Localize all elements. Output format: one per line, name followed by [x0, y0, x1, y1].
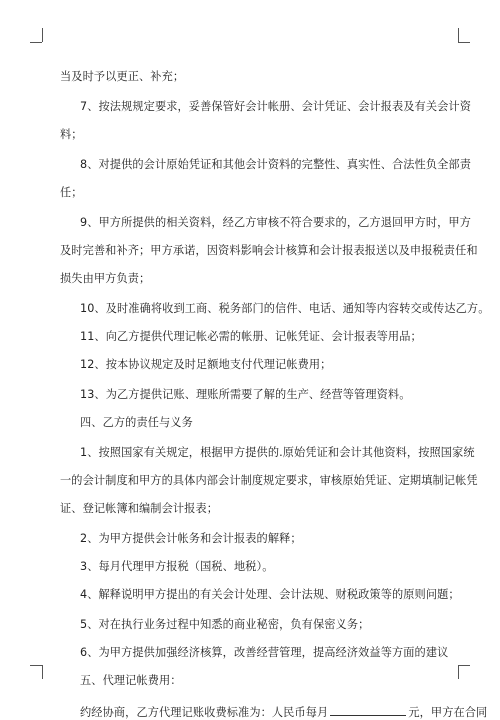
paragraph-line: 证、登记帐簿和编制会计报表；: [60, 502, 219, 515]
paragraph-line: 13、为乙方提供记账、理账所需要了解的生产、经营等管理资料。: [80, 388, 411, 401]
fee-amount-blank: [330, 704, 406, 716]
section-heading: 五、代理记帐费用：: [80, 674, 182, 687]
paragraph-line: 任；: [60, 186, 83, 199]
section-heading: 四、乙方的责任与义务: [80, 416, 193, 429]
fee-line: [80, 704, 487, 720]
paragraph-line: 料；: [60, 128, 83, 141]
crop-mark-bottom-right: [458, 665, 470, 666]
fee-line-prefix: 约经协商，乙方代理记账收费标准为：人民币每月: [80, 706, 329, 719]
crop-mark-top-right: [458, 42, 470, 43]
crop-mark-bottom-right: [458, 665, 459, 679]
paragraph-line: 10、及时准确将收到工商、税务部门的信件、电话、通知等内容转交或传达乙方。: [80, 302, 490, 315]
paragraph-line: 一的会计制度和甲方的具体内部会计制度规定要求，审核原始凭证、定期填制记帐凭: [60, 474, 478, 487]
paragraph-line: 6、为甲方提供加强经济核算，改善经营管理，提高经济效益等方面的建议: [80, 646, 449, 659]
crop-mark-top-right: [458, 28, 459, 42]
paragraph-line: 损失由甲方负责；: [60, 272, 151, 285]
crop-mark-top-left: [30, 42, 42, 43]
paragraph-line: 9、甲方所提供的相关资料，经乙方审核不符合要求的，乙方退回甲方时，甲方: [80, 216, 471, 229]
crop-mark-bottom-left: [42, 665, 43, 679]
paragraph-line: 3、每月代理甲方报税（国税、地税）。: [80, 560, 274, 573]
paragraph-line: 当及时予以更正、补充；: [60, 70, 185, 83]
paragraph-line: 8、对提供的会计原始凭证和其他会计资料的完整性、真实性、合法性负全部责: [80, 158, 471, 171]
crop-mark-top-left: [42, 28, 43, 42]
paragraph-line: 12、按本协议规定及时足额地支付代理记帐费用；: [80, 358, 332, 371]
crop-mark-bottom-left: [30, 665, 42, 666]
paragraph-line: 11、向乙方提供代理记帐必需的帐册、记帐凭证、会计报表等用品；: [80, 330, 422, 343]
paragraph-line: 4、解释说明甲方提出的有关会计处理、会计法规、财税政策等的原则问题；: [80, 588, 460, 601]
fee-line-suffix: 元，甲方在合同: [408, 706, 488, 719]
paragraph-line: 及时完善和补齐；甲方承诺，因资料影响会计核算和会计报表报送以及申报税责任和: [60, 244, 478, 257]
paragraph-line: 1、按照国家有关规定，根据甲方提供的.原始凭证和会计其他资料，按照国家统: [80, 446, 475, 459]
paragraph-line: 7、按法规规定要求，妥善保管好会计帐册、会计凭证、会计报表及有关会计资: [80, 100, 471, 113]
paragraph-line: 2、为甲方提供会计帐务和会计报表的解释；: [80, 532, 302, 545]
paragraph-line: 5、对在执行业务过程中知悉的商业秘密，负有保密义务；: [80, 618, 370, 631]
